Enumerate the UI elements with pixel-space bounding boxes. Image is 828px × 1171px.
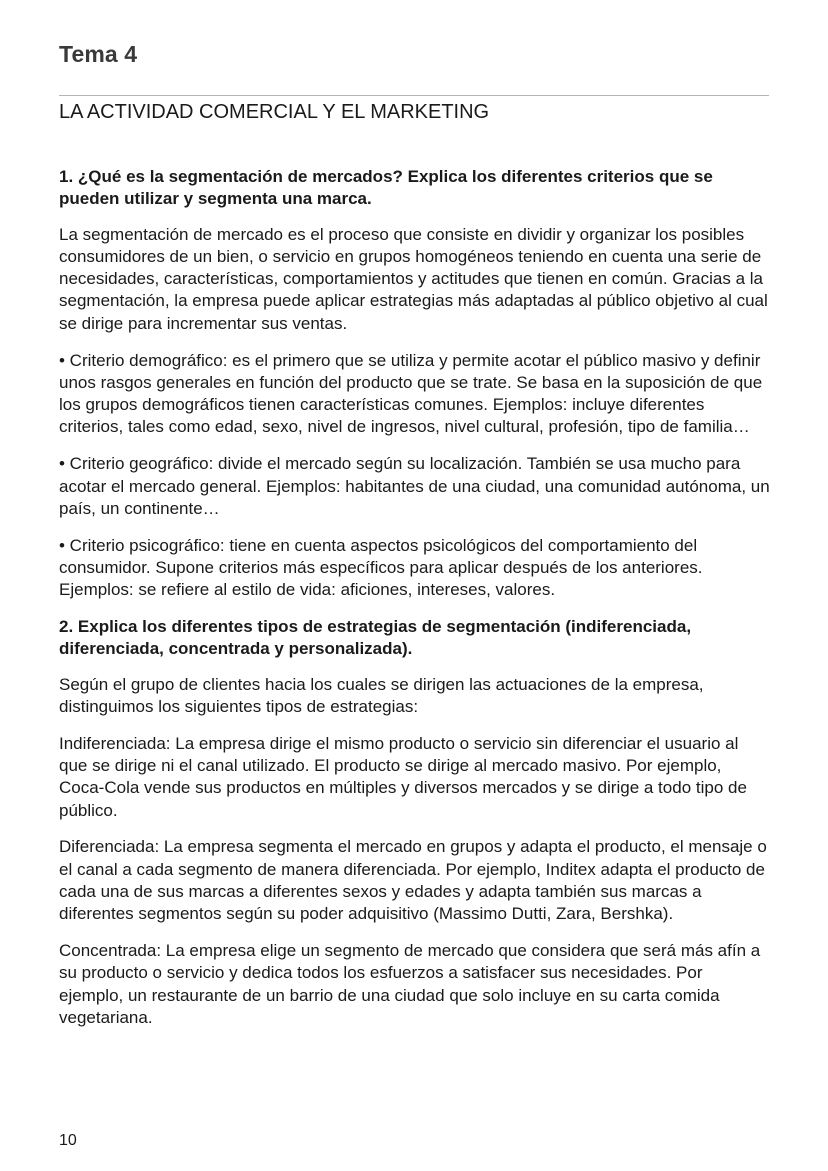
- document-page: [59, 0, 771, 1171]
- paragraph-definition: La segmentación de mercado es el proceso que consiste en dividir y organizar los posibles consumidores de un bien, o servicio en grupos homogéneos teniendo en cuenta una serie de necesidades, características, comportamientos y actitudes que tienen en común. Gracias a la segmentación, la empresa puede aplicar estrategias más adaptadas al público objetivo al cual se dirige para incrementar sus ventas.: [59, 224, 768, 333]
- chapter-title: Tema 4: [59, 41, 138, 67]
- paragraph-demographic: • Criterio demográfico: es el primero que se utiliza y permite acotar el público masivo y definir unos rasgos generales en función del producto que se trate. Se basa en la suposición de que los grupos demográficos tienen características comunes. Ejemplos: incluye diferentes criterios, tales como edad, sexo, nivel de ingresos, nivel cultural, profesión, tipo de familia…: [59, 350, 763, 437]
- section-title: LA ACTIVIDAD COMERCIAL Y EL MARKETING: [59, 101, 490, 123]
- paragraph-psychographic: • Criterio psicográfico: tiene en cuenta aspectos psicológicos del comportamiento del consumidor. Supone criterios más específicos para aplicar después de los anteriores. Ejemplos: se refiere al estilo de vida: aficiones, intereses, valores.: [59, 535, 703, 600]
- paragraph-concentrated: Concentrada: La empresa elige un segmento de mercado que considera que será más afín a su producto o servicio y dedica todos los esfuerzos a satisfacer sus necesidades. Por ejemplo, un restaurante de un barrio de una ciudad que solo incluye en su carta comida vegetariana.: [59, 941, 761, 1027]
- paragraph-differentiated: Diferenciada: La empresa segmenta el mercado en grupos y adapta el producto, el mensaje o el canal a cada segmento de manera diferenciada. Por ejemplo, Inditex adapta el producto de cada una de sus marcas a diferentes sexos y edades y adapta también sus marcas a diferentes segmentos según su poder adquisitivo (Massimo Dutti, Zara, Bershka).: [59, 837, 767, 924]
- document-body: [59, 166, 771, 1044]
- paragraph-strategies-intro: Según el grupo de clientes hacia los cuales se dirigen las actuaciones de la empresa, distinguimos los siguientes tipos de estrategias:: [59, 674, 704, 716]
- paragraph-undifferentiated: Indiferenciada: La empresa dirige el mismo producto o servicio sin diferenciar el usuario al que se dirige ni el canal utilizado. El producto se dirige al mercado masivo. Por ejemplo, Coca-Cola vende sus productos en múltiples y diversos mercados y se dirige a todo tipo de público.: [59, 733, 747, 820]
- question-1: 1. ¿Qué es la segmentación de mercados? Explica los diferentes criterios que se pueden utilizar y segmenta una marca.: [59, 167, 713, 209]
- paragraph-geographic: • Criterio geográfico: divide el mercado según su localización. También se usa mucho para acotar el mercado general. Ejemplos: habitantes de una ciudad, una comunidad autónoma, un país, un continente…: [59, 454, 770, 518]
- header-divider: [59, 95, 769, 96]
- page-number: 10: [59, 1132, 77, 1149]
- question-2: 2. Explica los diferentes tipos de estrategias de segmentación (indiferenciada, diferenciada, concentrada y personalizada).: [59, 617, 692, 659]
